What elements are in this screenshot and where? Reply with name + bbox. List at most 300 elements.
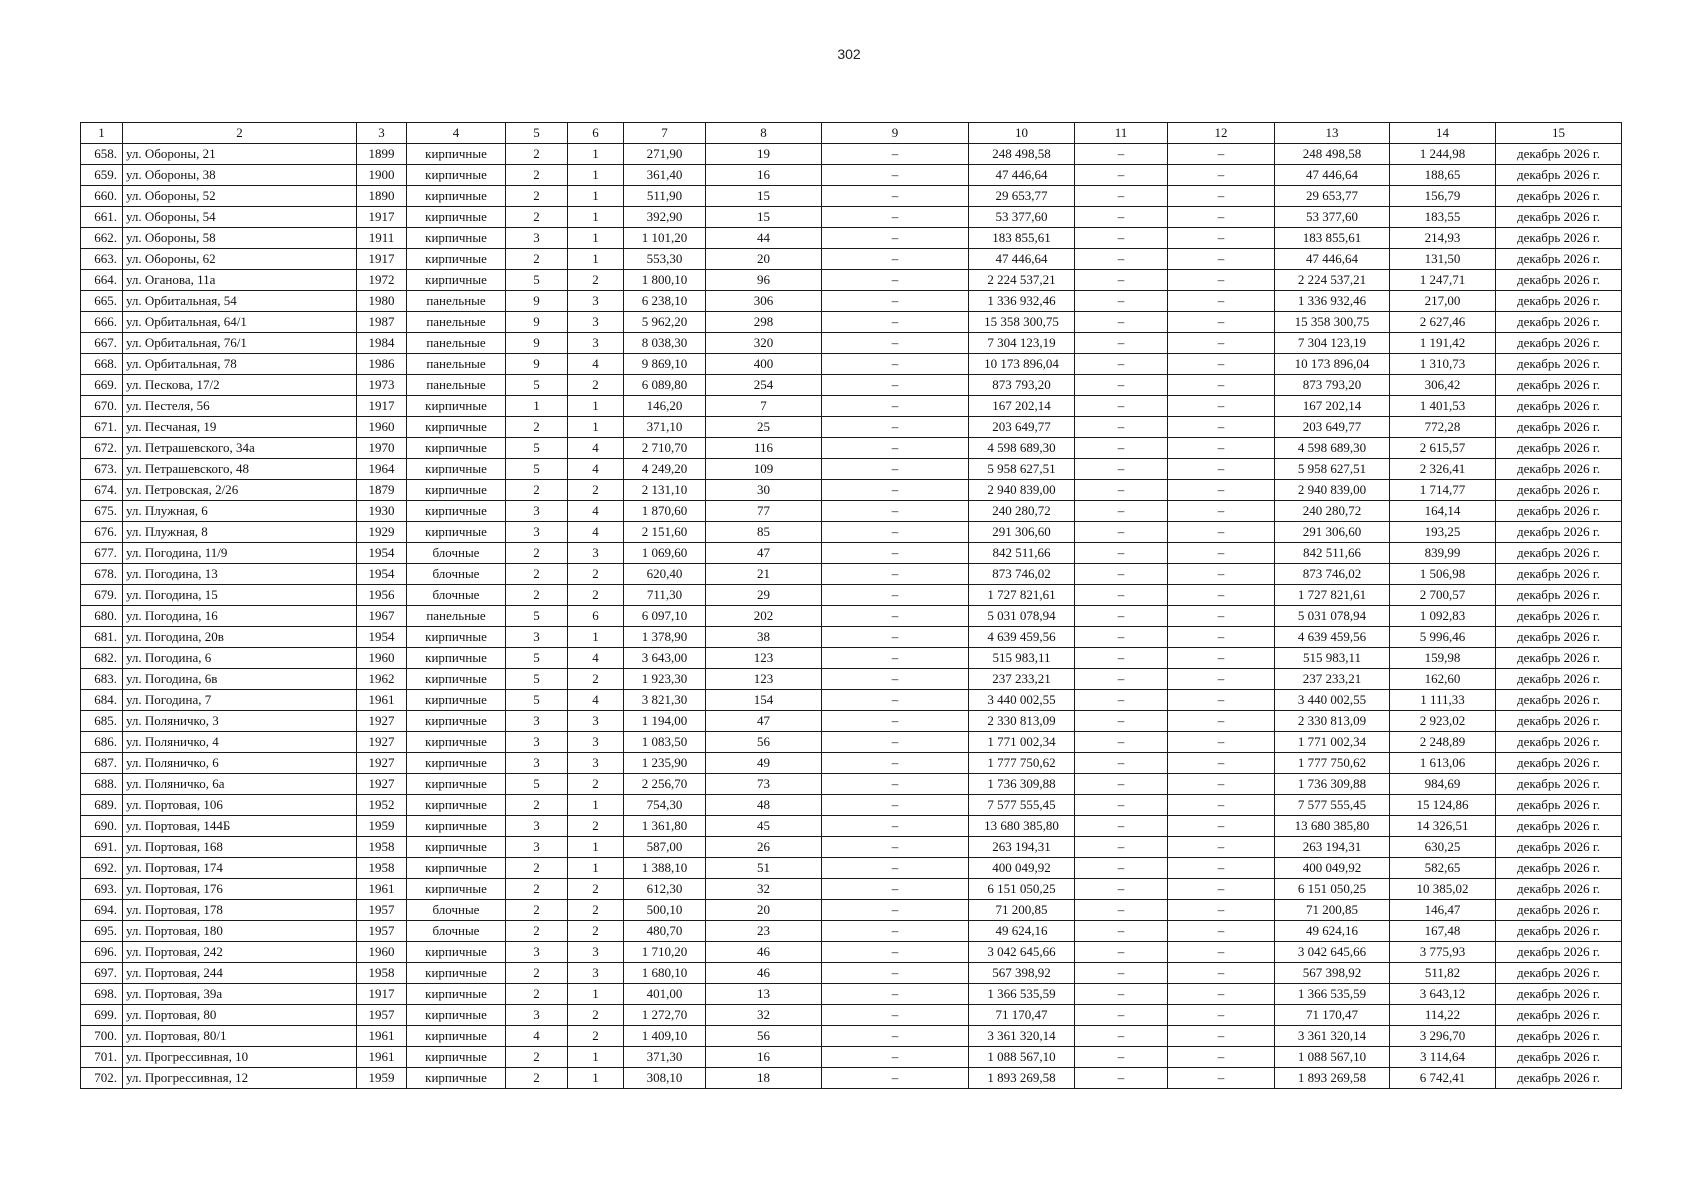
table-row xyxy=(81,228,1622,249)
table-cell-col-5: 3 xyxy=(506,753,568,774)
table-cell-col-13: 47 446,64 xyxy=(1275,249,1390,270)
table-cell-col-15: декабрь 2026 г. xyxy=(1496,984,1622,1005)
table-cell-col-6: 1 xyxy=(568,795,624,816)
table-row xyxy=(81,690,1622,711)
table-cell-col-6: 3 xyxy=(568,333,624,354)
table-cell-col-5: 2 xyxy=(506,795,568,816)
table-cell-col-14: 164,14 xyxy=(1390,501,1496,522)
table-cell-col-6: 3 xyxy=(568,711,624,732)
table-cell-col-13: 4 598 689,30 xyxy=(1275,438,1390,459)
table-cell-col-2: ул. Обороны, 58 xyxy=(123,228,357,249)
table-cell-col-10: 3 042 645,66 xyxy=(969,942,1075,963)
table-cell-col-5: 3 xyxy=(506,732,568,753)
table-cell-col-9: – xyxy=(822,228,969,249)
table-cell-col-7: 361,40 xyxy=(624,165,706,186)
column-header-2: 2 xyxy=(123,123,357,144)
table-cell-col-7: 5 962,20 xyxy=(624,312,706,333)
table-cell-col-1: 684. xyxy=(81,690,123,711)
table-cell-col-2: ул. Поляничко, 6 xyxy=(123,753,357,774)
table-cell-col-15: декабрь 2026 г. xyxy=(1496,501,1622,522)
table-cell-col-6: 1 xyxy=(568,186,624,207)
column-header-11: 11 xyxy=(1075,123,1168,144)
table-cell-col-5: 3 xyxy=(506,1005,568,1026)
table-cell-col-11: – xyxy=(1075,564,1168,585)
table-cell-col-3: 1986 xyxy=(357,354,407,375)
table-cell-col-8: 16 xyxy=(706,165,822,186)
table-row xyxy=(81,627,1622,648)
table-cell-col-6: 2 xyxy=(568,1005,624,1026)
table-cell-col-1: 678. xyxy=(81,564,123,585)
table-cell-col-11: – xyxy=(1075,837,1168,858)
table-cell-col-2: ул. Петровская, 2/26 xyxy=(123,480,357,501)
table-cell-col-9: – xyxy=(822,207,969,228)
table-cell-col-14: 6 742,41 xyxy=(1390,1068,1496,1089)
table-cell-col-8: 46 xyxy=(706,942,822,963)
table-cell-col-13: 5 958 627,51 xyxy=(1275,459,1390,480)
table-cell-col-13: 1 777 750,62 xyxy=(1275,753,1390,774)
table-cell-col-3: 1961 xyxy=(357,690,407,711)
table-cell-col-6: 2 xyxy=(568,669,624,690)
table-cell-col-5: 2 xyxy=(506,186,568,207)
table-cell-col-5: 2 xyxy=(506,900,568,921)
table-cell-col-4: кирпичные xyxy=(407,984,506,1005)
table-cell-col-6: 1 xyxy=(568,144,624,165)
table-cell-col-13: 400 049,92 xyxy=(1275,858,1390,879)
table-cell-col-11: – xyxy=(1075,627,1168,648)
table-cell-col-2: ул. Обороны, 52 xyxy=(123,186,357,207)
table-cell-col-13: 47 446,64 xyxy=(1275,165,1390,186)
table-cell-col-5: 9 xyxy=(506,354,568,375)
table-cell-col-15: декабрь 2026 г. xyxy=(1496,1026,1622,1047)
table-cell-col-8: 123 xyxy=(706,648,822,669)
table-cell-col-8: 154 xyxy=(706,690,822,711)
table-cell-col-3: 1961 xyxy=(357,879,407,900)
table-cell-col-13: 873 746,02 xyxy=(1275,564,1390,585)
table-cell-col-6: 3 xyxy=(568,963,624,984)
table-cell-col-6: 1 xyxy=(568,207,624,228)
table-cell-col-13: 1 088 567,10 xyxy=(1275,1047,1390,1068)
table-cell-col-1: 698. xyxy=(81,984,123,1005)
table-cell-col-8: 44 xyxy=(706,228,822,249)
table-cell-col-11: – xyxy=(1075,522,1168,543)
table-cell-col-15: декабрь 2026 г. xyxy=(1496,522,1622,543)
table-cell-col-11: – xyxy=(1075,984,1168,1005)
table-cell-col-12: – xyxy=(1168,396,1275,417)
table-row xyxy=(81,732,1622,753)
table-cell-col-8: 109 xyxy=(706,459,822,480)
table-cell-col-11: – xyxy=(1075,606,1168,627)
table-cell-col-10: 71 200,85 xyxy=(969,900,1075,921)
table-cell-col-10: 873 746,02 xyxy=(969,564,1075,585)
table-cell-col-8: 25 xyxy=(706,417,822,438)
table-cell-col-5: 2 xyxy=(506,1068,568,1089)
table-cell-col-5: 5 xyxy=(506,648,568,669)
table-cell-col-8: 47 xyxy=(706,711,822,732)
table-cell-col-4: блочные xyxy=(407,900,506,921)
column-header-12: 12 xyxy=(1168,123,1275,144)
table-cell-col-11: – xyxy=(1075,396,1168,417)
table-cell-col-10: 291 306,60 xyxy=(969,522,1075,543)
table-cell-col-5: 2 xyxy=(506,921,568,942)
table-row xyxy=(81,186,1622,207)
table-cell-col-5: 2 xyxy=(506,858,568,879)
table-cell-col-5: 3 xyxy=(506,501,568,522)
table-cell-col-12: – xyxy=(1168,144,1275,165)
table-cell-col-6: 3 xyxy=(568,543,624,564)
table-cell-col-7: 1 083,50 xyxy=(624,732,706,753)
column-header-9: 9 xyxy=(822,123,969,144)
table-cell-col-3: 1927 xyxy=(357,753,407,774)
table-cell-col-7: 2 256,70 xyxy=(624,774,706,795)
table-cell-col-3: 1917 xyxy=(357,396,407,417)
table-cell-col-11: – xyxy=(1075,963,1168,984)
table-cell-col-13: 291 306,60 xyxy=(1275,522,1390,543)
table-cell-col-14: 1 310,73 xyxy=(1390,354,1496,375)
table-cell-col-7: 6 089,80 xyxy=(624,375,706,396)
table-cell-col-13: 567 398,92 xyxy=(1275,963,1390,984)
table-cell-col-14: 2 615,57 xyxy=(1390,438,1496,459)
table-cell-col-11: – xyxy=(1075,375,1168,396)
table-cell-col-8: 56 xyxy=(706,1026,822,1047)
table-cell-col-1: 700. xyxy=(81,1026,123,1047)
table-cell-col-15: декабрь 2026 г. xyxy=(1496,417,1622,438)
table-cell-col-7: 511,90 xyxy=(624,186,706,207)
table-cell-col-10: 10 173 896,04 xyxy=(969,354,1075,375)
table-cell-col-4: кирпичные xyxy=(407,228,506,249)
table-cell-col-6: 1 xyxy=(568,1047,624,1068)
table-cell-col-12: – xyxy=(1168,312,1275,333)
table-cell-col-3: 1957 xyxy=(357,921,407,942)
column-header-13: 13 xyxy=(1275,123,1390,144)
table-row xyxy=(81,1005,1622,1026)
table-cell-col-2: ул. Портовая, 244 xyxy=(123,963,357,984)
table-cell-col-2: ул. Обороны, 62 xyxy=(123,249,357,270)
table-cell-col-12: – xyxy=(1168,648,1275,669)
table-cell-col-7: 587,00 xyxy=(624,837,706,858)
table-cell-col-1: 661. xyxy=(81,207,123,228)
table-cell-col-2: ул. Плужная, 8 xyxy=(123,522,357,543)
table-cell-col-1: 696. xyxy=(81,942,123,963)
table-row xyxy=(81,480,1622,501)
table-cell-col-13: 2 224 537,21 xyxy=(1275,270,1390,291)
table-cell-col-10: 1 736 309,88 xyxy=(969,774,1075,795)
table-cell-col-3: 1890 xyxy=(357,186,407,207)
table-cell-col-10: 203 649,77 xyxy=(969,417,1075,438)
table-cell-col-7: 1 710,20 xyxy=(624,942,706,963)
table-cell-col-1: 680. xyxy=(81,606,123,627)
table-cell-col-5: 3 xyxy=(506,228,568,249)
table-cell-col-10: 167 202,14 xyxy=(969,396,1075,417)
table-cell-col-1: 672. xyxy=(81,438,123,459)
table-cell-col-4: кирпичные xyxy=(407,249,506,270)
table-cell-col-1: 701. xyxy=(81,1047,123,1068)
table-cell-col-10: 5 958 627,51 xyxy=(969,459,1075,480)
table-cell-col-7: 1 194,00 xyxy=(624,711,706,732)
table-cell-col-11: – xyxy=(1075,858,1168,879)
table-cell-col-8: 56 xyxy=(706,732,822,753)
table-cell-col-7: 1 361,80 xyxy=(624,816,706,837)
table-cell-col-10: 13 680 385,80 xyxy=(969,816,1075,837)
table-cell-col-6: 2 xyxy=(568,900,624,921)
table-cell-col-10: 1 893 269,58 xyxy=(969,1068,1075,1089)
table-cell-col-3: 1970 xyxy=(357,438,407,459)
table-row xyxy=(81,291,1622,312)
table-cell-col-7: 371,10 xyxy=(624,417,706,438)
table-cell-col-7: 500,10 xyxy=(624,900,706,921)
table-cell-col-5: 3 xyxy=(506,711,568,732)
table-cell-col-13: 1 893 269,58 xyxy=(1275,1068,1390,1089)
table-cell-col-3: 1917 xyxy=(357,207,407,228)
table-cell-col-11: – xyxy=(1075,312,1168,333)
table-cell-col-10: 515 983,11 xyxy=(969,648,1075,669)
table-cell-col-1: 677. xyxy=(81,543,123,564)
table-cell-col-3: 1954 xyxy=(357,564,407,585)
table-cell-col-4: панельные xyxy=(407,333,506,354)
table-cell-col-9: – xyxy=(822,522,969,543)
table-cell-col-15: декабрь 2026 г. xyxy=(1496,774,1622,795)
table-row xyxy=(81,585,1622,606)
table-cell-col-3: 1954 xyxy=(357,627,407,648)
column-header-row xyxy=(81,123,1622,144)
table-cell-col-11: – xyxy=(1075,459,1168,480)
table-cell-col-9: – xyxy=(822,648,969,669)
table-cell-col-10: 183 855,61 xyxy=(969,228,1075,249)
table-cell-col-10: 3 361 320,14 xyxy=(969,1026,1075,1047)
table-cell-col-7: 1 680,10 xyxy=(624,963,706,984)
table-cell-col-10: 248 498,58 xyxy=(969,144,1075,165)
table-cell-col-5: 2 xyxy=(506,543,568,564)
table-cell-col-8: 15 xyxy=(706,186,822,207)
table-cell-col-6: 3 xyxy=(568,291,624,312)
table-cell-col-1: 667. xyxy=(81,333,123,354)
table-cell-col-15: декабрь 2026 г. xyxy=(1496,627,1622,648)
table-cell-col-7: 1 101,20 xyxy=(624,228,706,249)
table-cell-col-15: декабрь 2026 г. xyxy=(1496,1005,1622,1026)
table-cell-col-8: 26 xyxy=(706,837,822,858)
table-cell-col-11: – xyxy=(1075,165,1168,186)
table-cell-col-5: 5 xyxy=(506,606,568,627)
table-cell-col-1: 671. xyxy=(81,417,123,438)
table-cell-col-12: – xyxy=(1168,627,1275,648)
table-cell-col-7: 754,30 xyxy=(624,795,706,816)
table-cell-col-11: – xyxy=(1075,1005,1168,1026)
table-cell-col-9: – xyxy=(822,144,969,165)
table-cell-col-4: кирпичные xyxy=(407,858,506,879)
table-cell-col-3: 1959 xyxy=(357,1068,407,1089)
table-cell-col-1: 674. xyxy=(81,480,123,501)
table-cell-col-9: – xyxy=(822,543,969,564)
table-cell-col-8: 202 xyxy=(706,606,822,627)
table-cell-col-7: 3 643,00 xyxy=(624,648,706,669)
table-cell-col-3: 1927 xyxy=(357,711,407,732)
table-cell-col-1: 682. xyxy=(81,648,123,669)
table-cell-col-9: – xyxy=(822,837,969,858)
table-cell-col-5: 2 xyxy=(506,879,568,900)
table-cell-col-13: 873 793,20 xyxy=(1275,375,1390,396)
table-cell-col-8: 13 xyxy=(706,984,822,1005)
table-cell-col-1: 702. xyxy=(81,1068,123,1089)
table-cell-col-12: – xyxy=(1168,186,1275,207)
table-cell-col-9: – xyxy=(822,333,969,354)
table-cell-col-3: 1964 xyxy=(357,459,407,480)
table-cell-col-5: 5 xyxy=(506,669,568,690)
table-cell-col-15: декабрь 2026 г. xyxy=(1496,375,1622,396)
table-cell-col-14: 183,55 xyxy=(1390,207,1496,228)
table-cell-col-9: – xyxy=(822,564,969,585)
table-row xyxy=(81,144,1622,165)
table-cell-col-14: 15 124,86 xyxy=(1390,795,1496,816)
table-cell-col-6: 4 xyxy=(568,501,624,522)
table-row xyxy=(81,795,1622,816)
table-cell-col-9: – xyxy=(822,816,969,837)
table-cell-col-4: панельные xyxy=(407,312,506,333)
column-header-5: 5 xyxy=(506,123,568,144)
table-cell-col-3: 1967 xyxy=(357,606,407,627)
table-cell-col-10: 1 771 002,34 xyxy=(969,732,1075,753)
table-cell-col-6: 2 xyxy=(568,816,624,837)
table-cell-col-15: декабрь 2026 г. xyxy=(1496,165,1622,186)
table-cell-col-5: 5 xyxy=(506,774,568,795)
table-cell-col-11: – xyxy=(1075,921,1168,942)
table-cell-col-7: 4 249,20 xyxy=(624,459,706,480)
table-cell-col-4: кирпичные xyxy=(407,753,506,774)
table-cell-col-11: – xyxy=(1075,669,1168,690)
table-cell-col-15: декабрь 2026 г. xyxy=(1496,690,1622,711)
table-cell-col-9: – xyxy=(822,774,969,795)
table-cell-col-8: 49 xyxy=(706,753,822,774)
table-cell-col-9: – xyxy=(822,270,969,291)
table-cell-col-6: 1 xyxy=(568,984,624,1005)
table-cell-col-13: 3 042 645,66 xyxy=(1275,942,1390,963)
table-cell-col-6: 2 xyxy=(568,270,624,291)
table-cell-col-12: – xyxy=(1168,942,1275,963)
table-cell-col-5: 2 xyxy=(506,417,568,438)
table-cell-col-3: 1987 xyxy=(357,312,407,333)
table-cell-col-11: – xyxy=(1075,1068,1168,1089)
table-cell-col-7: 2 131,10 xyxy=(624,480,706,501)
table-cell-col-9: – xyxy=(822,1026,969,1047)
table-cell-col-11: – xyxy=(1075,543,1168,564)
table-cell-col-4: блочные xyxy=(407,543,506,564)
table-cell-col-1: 659. xyxy=(81,165,123,186)
table-cell-col-15: декабрь 2026 г. xyxy=(1496,732,1622,753)
table-cell-col-4: кирпичные xyxy=(407,501,506,522)
table-cell-col-2: ул. Песчаная, 19 xyxy=(123,417,357,438)
table-cell-col-14: 114,22 xyxy=(1390,1005,1496,1026)
table-body xyxy=(81,144,1622,1089)
table-cell-col-6: 2 xyxy=(568,375,624,396)
table-cell-col-6: 3 xyxy=(568,732,624,753)
table-cell-col-4: кирпичные xyxy=(407,690,506,711)
table-cell-col-13: 2 940 839,00 xyxy=(1275,480,1390,501)
table-cell-col-5: 2 xyxy=(506,984,568,1005)
table-cell-col-4: кирпичные xyxy=(407,459,506,480)
table-cell-col-8: 32 xyxy=(706,879,822,900)
table-cell-col-3: 1961 xyxy=(357,1026,407,1047)
table-cell-col-2: ул. Портовая, 80/1 xyxy=(123,1026,357,1047)
table-cell-col-11: – xyxy=(1075,942,1168,963)
table-cell-col-2: ул. Портовая, 144Б xyxy=(123,816,357,837)
table-cell-col-15: декабрь 2026 г. xyxy=(1496,858,1622,879)
table-cell-col-5: 2 xyxy=(506,585,568,606)
table-cell-col-15: декабрь 2026 г. xyxy=(1496,564,1622,585)
page-number: 302 xyxy=(837,46,861,62)
table-row xyxy=(81,900,1622,921)
table-cell-col-10: 2 330 813,09 xyxy=(969,711,1075,732)
table-cell-col-9: – xyxy=(822,732,969,753)
table-cell-col-2: ул. Портовая, 80 xyxy=(123,1005,357,1026)
table-cell-col-6: 1 xyxy=(568,858,624,879)
table-cell-col-7: 1 388,10 xyxy=(624,858,706,879)
table-cell-col-1: 686. xyxy=(81,732,123,753)
table-cell-col-1: 697. xyxy=(81,963,123,984)
table-row xyxy=(81,1026,1622,1047)
table-cell-col-3: 1961 xyxy=(357,1047,407,1068)
table-cell-col-10: 47 446,64 xyxy=(969,165,1075,186)
table-cell-col-1: 670. xyxy=(81,396,123,417)
table-row xyxy=(81,879,1622,900)
table-cell-col-5: 2 xyxy=(506,963,568,984)
table-cell-col-9: – xyxy=(822,354,969,375)
table-cell-col-8: 45 xyxy=(706,816,822,837)
table-cell-col-10: 15 358 300,75 xyxy=(969,312,1075,333)
table-cell-col-1: 676. xyxy=(81,522,123,543)
table-cell-col-14: 306,42 xyxy=(1390,375,1496,396)
table-cell-col-2: ул. Орбитальная, 54 xyxy=(123,291,357,312)
table-cell-col-12: – xyxy=(1168,963,1275,984)
table-cell-col-10: 47 446,64 xyxy=(969,249,1075,270)
table-cell-col-6: 4 xyxy=(568,438,624,459)
table-cell-col-9: – xyxy=(822,627,969,648)
table-cell-col-9: – xyxy=(822,375,969,396)
table-cell-col-9: – xyxy=(822,249,969,270)
table-cell-col-2: ул. Поляничко, 6а xyxy=(123,774,357,795)
table-cell-col-3: 1879 xyxy=(357,480,407,501)
table-cell-col-13: 7 577 555,45 xyxy=(1275,795,1390,816)
table-cell-col-15: декабрь 2026 г. xyxy=(1496,648,1622,669)
table-cell-col-14: 2 627,46 xyxy=(1390,312,1496,333)
column-header-7: 7 xyxy=(624,123,706,144)
table-cell-col-7: 3 821,30 xyxy=(624,690,706,711)
table-cell-col-12: – xyxy=(1168,165,1275,186)
table-cell-col-9: – xyxy=(822,417,969,438)
table-cell-col-5: 2 xyxy=(506,144,568,165)
table-cell-col-9: – xyxy=(822,1005,969,1026)
table-cell-col-4: кирпичные xyxy=(407,942,506,963)
table-cell-col-3: 1930 xyxy=(357,501,407,522)
table-cell-col-9: – xyxy=(822,753,969,774)
table-cell-col-7: 401,00 xyxy=(624,984,706,1005)
table-cell-col-4: кирпичные xyxy=(407,270,506,291)
table-cell-col-2: ул. Плужная, 6 xyxy=(123,501,357,522)
table-cell-col-9: – xyxy=(822,438,969,459)
table-cell-col-7: 612,30 xyxy=(624,879,706,900)
table-cell-col-11: – xyxy=(1075,144,1168,165)
table-cell-col-1: 689. xyxy=(81,795,123,816)
table-cell-col-8: 320 xyxy=(706,333,822,354)
table-cell-col-13: 6 151 050,25 xyxy=(1275,879,1390,900)
table-cell-col-13: 10 173 896,04 xyxy=(1275,354,1390,375)
table-row xyxy=(81,501,1622,522)
table-cell-col-4: кирпичные xyxy=(407,879,506,900)
table-cell-col-8: 23 xyxy=(706,921,822,942)
table-cell-col-13: 71 200,85 xyxy=(1275,900,1390,921)
table-cell-col-2: ул. Поляничко, 3 xyxy=(123,711,357,732)
table-cell-col-7: 392,90 xyxy=(624,207,706,228)
table-cell-col-11: – xyxy=(1075,648,1168,669)
table-cell-col-2: ул. Погодина, 15 xyxy=(123,585,357,606)
table-cell-col-9: – xyxy=(822,165,969,186)
